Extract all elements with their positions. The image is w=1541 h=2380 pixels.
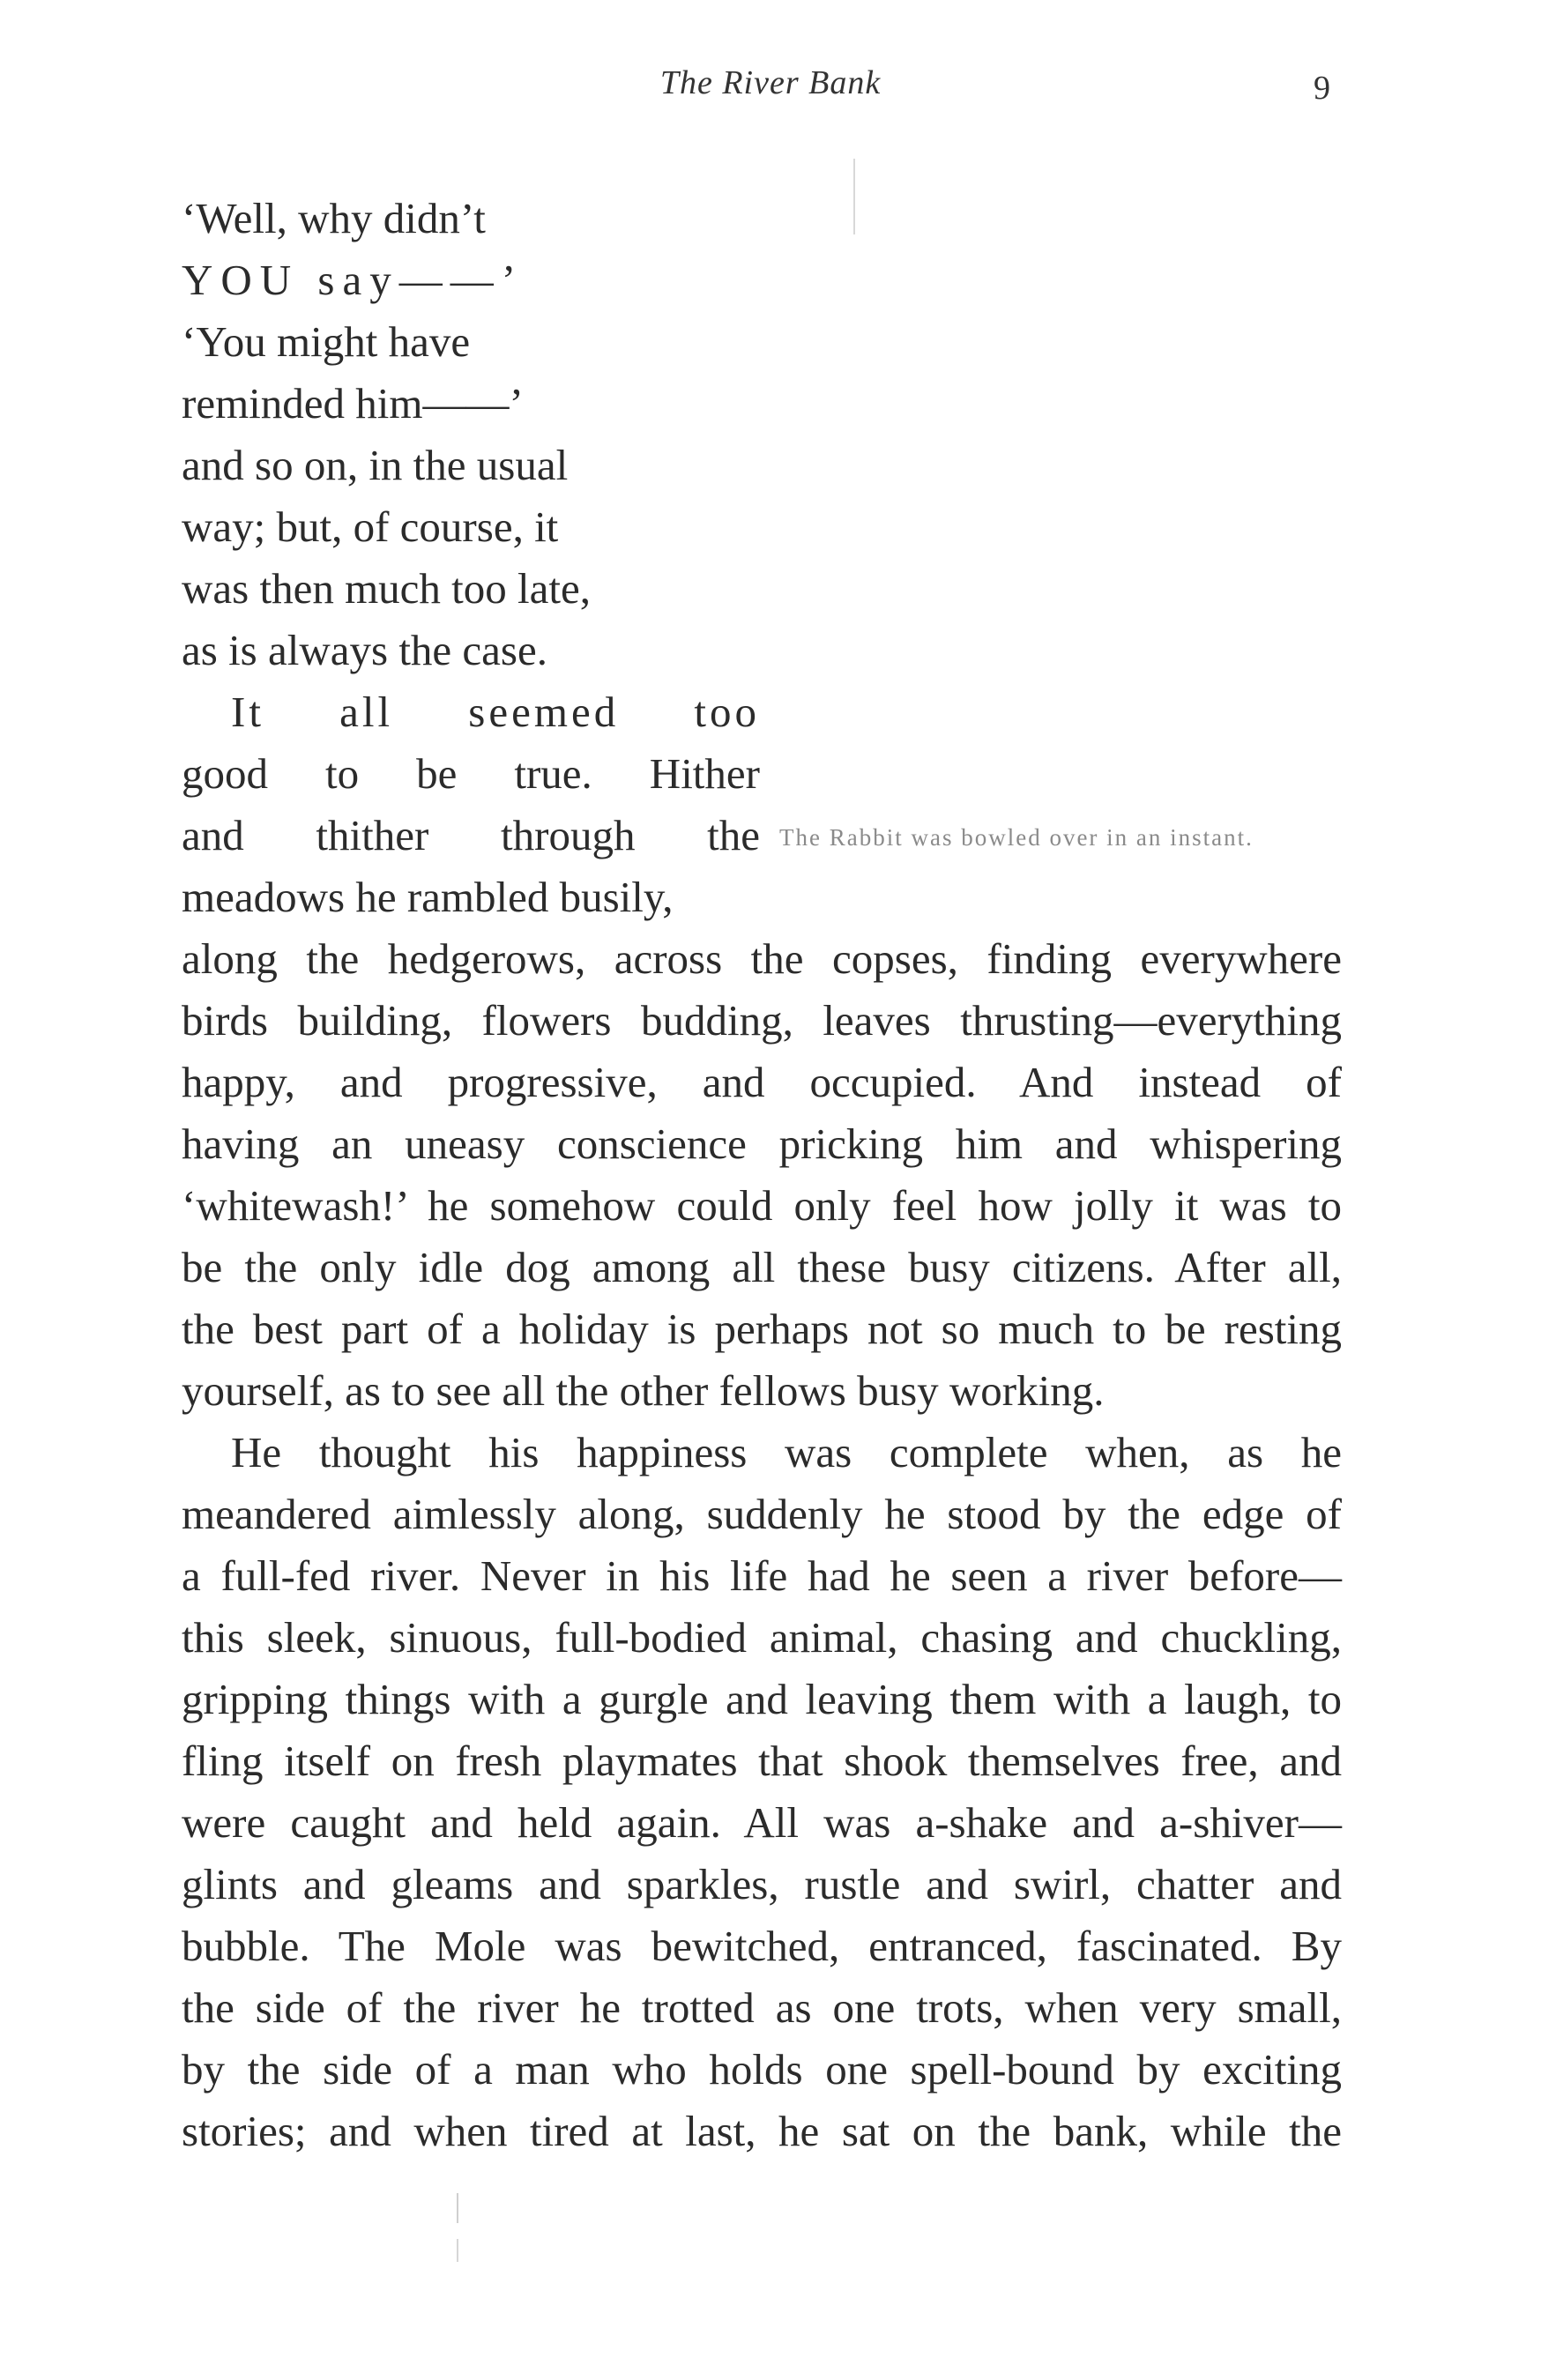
text-line: as is always the case.	[182, 626, 547, 674]
text-line: meandered aimlessly along, suddenly he stood by the edge of	[182, 1490, 1342, 1538]
scan-mark	[457, 2239, 458, 2262]
text-line: yourself, as to see all the other fellows busy working.	[182, 1366, 1105, 1415]
text-line: by the side of a man who holds one spell-bound by exciting	[182, 2045, 1342, 2094]
page-number: 9	[1314, 70, 1330, 107]
text-line: a full-fed river. Never in his life had he seen a river before—	[182, 1551, 1342, 1600]
text-line: gripping things with a gurgle and leaving them with a laugh, to	[182, 1675, 1342, 1723]
text-line: happy, and progressive, and occupied. And instead of	[182, 1058, 1342, 1106]
text-line: and thither through the	[182, 811, 760, 859]
text-line: stories; and when tired at last, he sat on the bank, while the	[182, 2107, 1342, 2155]
text-line: YOU say——’	[182, 256, 525, 304]
illustration-caption: The Rabbit was bowled over in an instant.	[779, 824, 1254, 851]
text-line: meadows he rambled busily,	[182, 873, 674, 921]
text-line: having an uneasy conscience pricking him and whispering	[182, 1119, 1342, 1168]
text-line: along the hedgerows, across the copses, finding everywhere	[182, 934, 1342, 983]
text-line: He thought his happiness was complete when, as he	[231, 1428, 1342, 1476]
running-title: The River Bank	[659, 64, 882, 101]
text-line: reminded him——’	[182, 379, 524, 428]
text-line: fling itself on fresh playmates that shook themselves free, and	[182, 1737, 1342, 1785]
scan-mark	[457, 2193, 458, 2223]
text-line: the best part of a holiday is perhaps not so much to be resting	[182, 1305, 1342, 1353]
text-line: was then much too late,	[182, 564, 592, 613]
scan-mark	[853, 159, 855, 234]
text-line: It all seemed too	[231, 688, 760, 736]
text-line: were caught and held again. All was a-shake and a-shiver—	[182, 1798, 1342, 1847]
text-line: glints and gleams and sparkles, rustle and swirl, chatter and	[182, 1860, 1342, 1908]
text-line: this sleek, sinuous, full-bodied animal, chasing and chuckling,	[182, 1613, 1342, 1662]
text-line: way; but, of course, it	[182, 502, 559, 551]
text-line: and so on, in the usual	[182, 441, 569, 489]
text-line: ‘You might have	[182, 317, 471, 366]
text-line: good to be true. Hither	[182, 749, 760, 798]
text-line: ‘whitewash!’ he somehow could only feel how jolly it was to	[182, 1181, 1342, 1230]
text-line: the side of the river he trotted as one trots, when very small,	[182, 1983, 1342, 2032]
text-line: bubble. The Mole was bewitched, entranced, fascinated. By	[182, 1922, 1342, 1970]
text-line: birds building, flowers budding, leaves thrusting—everything	[182, 996, 1342, 1045]
text-line: ‘Well, why didn’t	[182, 194, 486, 242]
text-line: be the only idle dog among all these busy citizens. After all,	[182, 1243, 1342, 1291]
